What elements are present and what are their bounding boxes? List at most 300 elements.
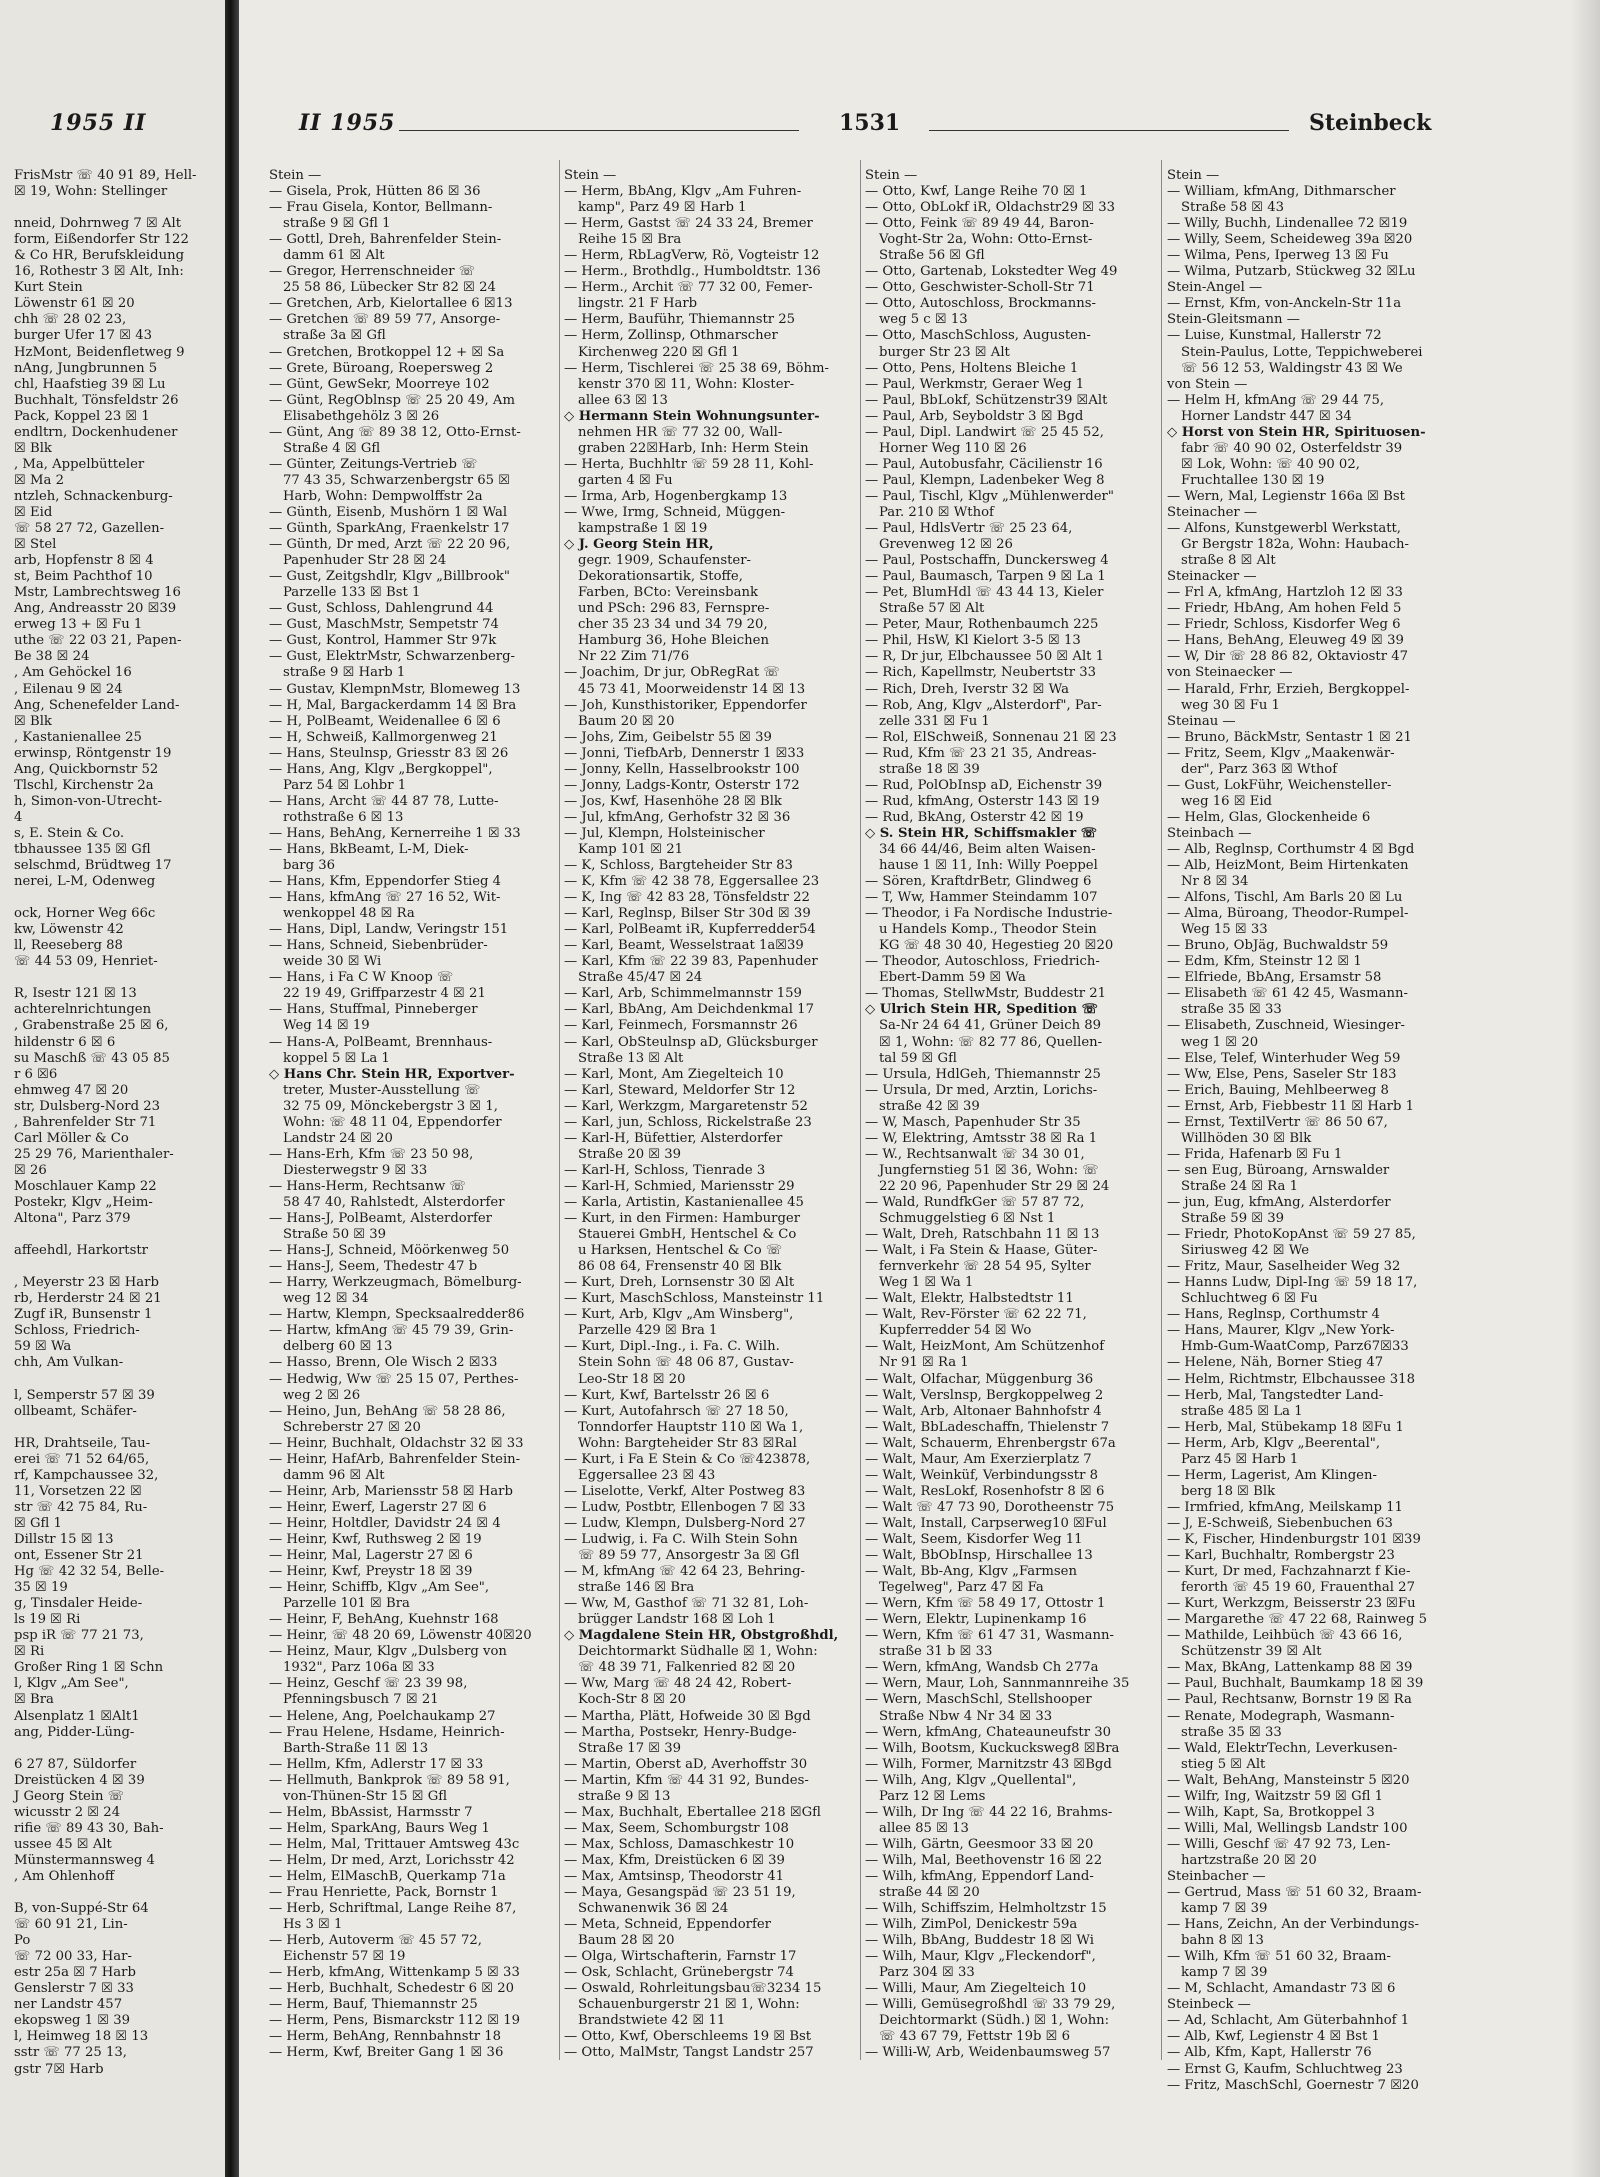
directory-line: — Günt, Ang ☏ 89 38 12, Otto-Ernst-	[269, 424, 521, 440]
directory-line: Löwenstr 61 ☒ 20	[14, 296, 135, 312]
directory-line: straße 9 ☒ Harb 1	[283, 665, 406, 681]
directory-line: Hg ☏ 42 32 54, Belle-	[14, 1564, 165, 1580]
directory-line: 16, Rothestr 3 ☒ Alt, Inh:	[14, 264, 184, 280]
directory-line: st, Beim Pachthof 10	[14, 569, 153, 585]
directory-line: — Herb, Mal, Stübekamp 18 ☒Fu 1	[1167, 1419, 1404, 1435]
directory-line: Reihe 15 ☒ Bra	[578, 232, 682, 248]
directory-line: 11, Vorsetzen 22 ☒	[14, 1483, 142, 1499]
directory-line: — Elisabeth, Zuschneid, Wiesinger-	[1167, 1018, 1405, 1034]
directory-line: — Kurt, MaschSchloss, Mansteinstr 11	[564, 1291, 825, 1307]
directory-line: stieg 5 ☒ Alt	[1181, 1756, 1266, 1772]
directory-line: weg 12 ☒ 34	[283, 1291, 369, 1307]
directory-line: ☏ 44 53 09, Henriet-	[14, 954, 158, 970]
directory-line: straße 9 ☒ Gfl 1	[283, 216, 391, 232]
directory-line: Ang, Quickbornstr 52	[14, 761, 159, 777]
directory-line: — Helm, SparkAng, Baurs Weg 1	[269, 1820, 490, 1836]
directory-line: Siriusweg 42 ☒ We	[1181, 1243, 1310, 1259]
directory-line: tal 59 ☒ Gfl	[879, 1050, 957, 1066]
directory-line: — Rud, PolObInsp aD, Eichenstr 39	[865, 777, 1103, 793]
directory-line: kamp 7 ☒ 39	[1181, 1901, 1268, 1917]
directory-line: — Otto, MalMstr, Tangst Landstr 257	[564, 2045, 814, 2061]
directory-line: ☒ Lok, Wohn: ☏ 40 90 02,	[1181, 456, 1360, 472]
directory-line: — Ernst, Kfm, von-Anckeln-Str 11a	[1167, 296, 1402, 312]
directory-line: selschmd, Brüdtweg 17	[14, 858, 172, 874]
directory-line: , Am Ohlenhoff	[14, 1868, 115, 1884]
directory-line: ntzleh, Schnackenburg-	[14, 488, 173, 504]
directory-line: Straße 4 ☒ Gfl	[283, 440, 381, 456]
directory-line: — Alb, Reglnsp, Corthumstr 4 ☒ Bgd	[1167, 841, 1415, 857]
directory-line	[0, 200, 222, 216]
directory-line: KG ☏ 48 30 40, Hegestieg 20 ☒20	[879, 938, 1114, 954]
directory-line: wenkoppel 48 ☒ Ra	[283, 906, 415, 922]
directory-line: Postekr, Klgv „Heim-	[14, 1195, 153, 1210]
directory-line: — Heino, Jun, BehAng ☏ 58 28 86,	[269, 1403, 506, 1419]
directory-line: — Wilma, Pens, Iperweg 13 ☒ Fu	[1167, 248, 1389, 264]
directory-line: — Paul, HdlsVertr ☏ 25 23 64,	[865, 521, 1073, 537]
directory-line: — Herb, Schriftmal, Lange Reihe 87,	[269, 1901, 517, 1917]
directory-line: Schützenstr 39 ☒ Alt	[1181, 1644, 1322, 1660]
directory-line: Deichtormarkt Südhalle ☒ 1, Wohn:	[578, 1644, 818, 1660]
directory-line: Nr 91 ☒ Ra 1	[879, 1355, 969, 1371]
directory-line: endltrn, Dockenhudener	[14, 424, 178, 440]
directory-line: — Herm, Bauführ, Thiemannstr 25	[564, 312, 796, 328]
directory-line: — H, Mal, Bargackerdamm 14 ☒ Bra	[269, 697, 517, 713]
directory-line: — Hans, Stuffmal, Pinneberger	[269, 1002, 478, 1018]
directory-line: — Willi, Gemüsegroßhdl ☏ 33 79 29,	[865, 1997, 1116, 2013]
directory-line: — Walt, Olfachar, Müggenburg 36	[865, 1371, 1094, 1387]
directory-line: — Oswald, Rohrleitungsbau☏3234 15	[564, 1981, 822, 1997]
directory-line: berg 18 ☒ Blk	[1181, 1483, 1276, 1499]
directory-line: — Max, Schloss, Damaschkestr 10	[564, 1836, 795, 1852]
directory-line: gstr 7☒ Harb	[14, 2061, 104, 2077]
directory-line: hause 1 ☒ 11, Inh: Willy Poeppel	[879, 858, 1098, 874]
directory-line: — Karl, Beamt, Wesselstraat 1a☒39	[564, 938, 804, 954]
directory-line: — Kurt, in den Firmen: Hamburger	[564, 1211, 801, 1227]
directory-line: — Otto, Pens, Holtens Bleiche 1	[865, 360, 1079, 376]
directory-line: Großer Ring 1 ☒ Schn	[14, 1660, 164, 1676]
directory-line	[0, 1741, 222, 1757]
directory-line: — Walt, Arb, Altonaer Bahnhofstr 4	[865, 1403, 1102, 1419]
directory-line: 86 08 64, Frensenstr 40 ☒ Blk	[578, 1259, 782, 1275]
directory-line: h, Simon-von-Utrecht-	[14, 793, 163, 809]
directory-line: — Wilh, Ang, Klgv „Quellental",	[865, 1772, 1077, 1788]
directory-line: — Rol, ElSchweiß, Sonnenau 21 ☒ 23	[865, 729, 1117, 745]
directory-line: — Herm, Tischlerei ☏ 25 38 69, Böhm-	[564, 360, 829, 376]
directory-line: kenstr 370 ☒ 11, Wohn: Kloster-	[578, 376, 795, 392]
directory-line: ☒ 1, Wohn: ☏ 82 77 86, Quellen-	[879, 1034, 1103, 1050]
directory-line: — Rob, Ang, Klgv „Alsterdorf", Par-	[865, 697, 1102, 713]
directory-line: — Thomas, StellwMstr, Buddestr 21	[865, 986, 1107, 1002]
directory-line: Wohn: Bargteheider Str 83 ☒Ral	[578, 1435, 797, 1451]
directory-line: — Karl-H, Schloss, Tienrade 3	[564, 1162, 766, 1178]
directory-line: — Walt, Bb-Ang, Klgv „Farmsen	[865, 1564, 1077, 1580]
directory-line: — Hans-A, PolBeamt, Brennhaus-	[269, 1034, 493, 1050]
directory-line: erweg 13 + ☒ Fu 1	[14, 617, 143, 633]
directory-line: — Paul, Arb, Seyboldstr 3 ☒ Bgd	[865, 408, 1084, 424]
directory-line: — Johs, Zim, Geibelstr 55 ☒ 39	[564, 729, 772, 745]
directory-line: — Joachim, Dr jur, ObRegRat ☏	[564, 665, 780, 681]
directory-line: — Herb, Buchhalt, Schedestr 6 ☒ 20	[269, 1981, 515, 1997]
directory-line: J Georg Stein ☏	[14, 1788, 125, 1804]
directory-line: — Ernst, Arb, Fiebbestr 11 ☒ Harb 1	[1167, 1098, 1415, 1114]
directory-line: — Gretchen, Brotkoppel 12 + ☒ Sa	[269, 344, 505, 360]
directory-line: — Otto, Kwf, Oberschleems 19 ☒ Bst	[564, 2029, 812, 2045]
directory-line: — Max, Seem, Schomburgstr 108	[564, 1820, 789, 1836]
directory-line: 6 27 87, Süldorfer	[14, 1756, 137, 1772]
directory-line: — Alb, HeizMont, Beim Hirtenkaten	[1167, 858, 1409, 874]
directory-line: HR, Drahtseile, Tau-	[14, 1435, 151, 1451]
directory-line: — Alma, Büroang, Theodor-Rumpel-	[1167, 906, 1409, 922]
directory-line: 34 66 44/46, Beim alten Waisen-	[879, 841, 1096, 857]
directory-line: — Wern, Mal, Legienstr 166a ☒ Bst	[1167, 488, 1405, 504]
directory-line: Schreberstr 27 ☒ 20	[283, 1419, 421, 1435]
directory-line: — Jos, Kwf, Hasenhöhe 28 ☒ Blk	[564, 793, 782, 809]
directory-line: — Walt, i Fa Stein & Haase, Güter-	[865, 1243, 1098, 1259]
directory-line: ls 19 ☒ Ri	[14, 1612, 81, 1628]
directory-line: ang, Pidder-Lüng-	[14, 1724, 135, 1740]
directory-line: — Herm, BbAng, Klgv „Am Fuhren-	[564, 184, 802, 200]
directory-line: — Walt, Weinküf, Verbindungsstr 8	[865, 1467, 1098, 1483]
directory-line: — Karl, Arb, Schimmelmannstr 159	[564, 986, 802, 1002]
directory-line: & Co HR, Berufskleidung	[14, 248, 185, 264]
directory-line: straße 31 b ☒ 33	[879, 1644, 993, 1660]
directory-line: l, Klgv „Am See",	[14, 1676, 129, 1692]
directory-line: — Wilma, Putzarb, Stückweg 32 ☒Lu	[1167, 264, 1416, 280]
directory-line: — Helm H, kfmAng ☏ 29 44 75,	[1167, 392, 1385, 408]
directory-line: — Margarethe ☏ 47 22 68, Rainweg 5	[1167, 1612, 1427, 1628]
directory-line: — Ad, Schlacht, Am Güterbahnhof 1	[1167, 2013, 1410, 2029]
directory-line: Papenhuder Str 28 ☒ 24	[283, 553, 447, 569]
directory-line: r 6 ☒6	[14, 1066, 58, 1082]
directory-line: Stein —	[564, 168, 617, 183]
directory-line: — Ww, Marg ☏ 48 24 42, Robert-	[564, 1676, 792, 1692]
directory-line: von Steinaecker —	[1167, 665, 1293, 681]
directory-line: garten 4 ☒ Fu	[578, 472, 673, 488]
directory-line: — Hans-Erh, Kfm ☏ 23 50 98,	[269, 1146, 474, 1162]
directory-line: Straße 24 ☒ Ra 1	[1181, 1178, 1298, 1194]
directory-line: — Hartw, Klempn, Specksaalredder86	[269, 1307, 525, 1323]
directory-line: rothstraße 6 ☒ 13	[283, 809, 404, 825]
directory-line: — Kurt, Werkzgm, Beisserstr 23 ☒Fu	[1167, 1596, 1416, 1612]
directory-line: — Karl, BbAng, Am Deichdenkmal 17	[564, 1002, 814, 1018]
directory-line: — Walt, Verslnsp, Bergkoppelweg 2	[865, 1387, 1104, 1403]
directory-line: — Heinr, F, BehAng, Kuehnstr 168	[269, 1612, 499, 1628]
directory-line: — Walt, Rev-Förster ☏ 62 22 71,	[865, 1307, 1087, 1323]
directory-line: delberg 60 ☒ 13	[283, 1339, 393, 1355]
directory-line: — Kurt, Dipl.-Ing., i. Fa. C. Wilh.	[564, 1339, 780, 1355]
directory-line: — J, E-Schweiß, Siebenbuchen 63	[1167, 1515, 1393, 1531]
directory-line: zelle 331 ☒ Fu 1	[879, 713, 990, 729]
directory-line: — Rud, Kfm ☏ 23 21 35, Andreas-	[865, 745, 1097, 761]
directory-line: — Herm, RbLagVerw, Rö, Vogteistr 12	[564, 248, 820, 264]
directory-line: Parzelle 101 ☒ Bra	[283, 1596, 410, 1612]
directory-line: — Walt, BehAng, Mansteinstr 5 ☒20	[1167, 1772, 1410, 1788]
directory-line: l, Semperstr 57 ☒ 39	[14, 1387, 155, 1403]
directory-line: — Herm, Lagerist, Am Klingen-	[1167, 1467, 1377, 1483]
directory-line: fabr ☏ 40 90 02, Osterfeldstr 39	[1181, 440, 1403, 456]
directory-line: — Alfons, Tischl, Am Barls 20 ☒ Lu	[1167, 890, 1403, 906]
directory-line: Barth-Straße 11 ☒ 13	[283, 1740, 429, 1756]
directory-line: — R, Dr jur, Elbchaussee 50 ☒ Alt 1	[865, 649, 1105, 665]
directory-line: — Wern, Maur, Loh, Sannmannreihe 35	[865, 1676, 1130, 1692]
directory-line: — Friedr, Schloss, Kisdorfer Weg 6	[1167, 617, 1401, 633]
directory-line: Buchhalt, Tönsfeldstr 26	[14, 392, 179, 408]
directory-line: — W, Masch, Papenhuder Str 35	[865, 1114, 1081, 1130]
directory-line: 22 20 96, Papenhuder Str 29 ☒ 24	[879, 1178, 1110, 1194]
directory-line: bahn 8 ☒ 13	[1181, 1933, 1264, 1949]
directory-line: koppel 5 ☒ La 1	[283, 1050, 390, 1066]
directory-line: ☏ 56 12 53, Waldingstr 43 ☒ We	[1181, 360, 1403, 376]
directory-line: — Rud, kfmAng, Osterstr 143 ☒ 19	[865, 793, 1100, 809]
directory-line: straße 9 ☒ 13	[578, 1788, 671, 1804]
directory-line: — Herm., Brothdlg., Humboldtstr. 136	[564, 264, 821, 280]
directory-line: Hamburg 36, Hohe Bleichen	[578, 633, 769, 649]
directory-line: — Günth, Eisenb, Mushörn 1 ☒ Wal	[269, 504, 508, 520]
directory-line: — Helm, Richtmstr, Elbchaussee 318	[1167, 1371, 1415, 1387]
directory-line: Kurt Stein	[14, 280, 83, 296]
directory-line: Steinbacher —	[1167, 1868, 1266, 1884]
directory-line: — Karl, PolBeamt iR, Kupferredder54	[564, 922, 816, 938]
directory-line: ☒ Gfl 1	[14, 1515, 62, 1531]
directory-line: Parz 45 ☒ Harb 1	[1181, 1451, 1299, 1467]
directory-line: Elisabethgehölz 3 ☒ 26	[283, 408, 440, 424]
directory-line: Pack, Koppel 23 ☒ 1	[14, 408, 150, 424]
directory-line: Straße 13 ☒ Alt	[578, 1050, 684, 1066]
directory-line: Nr 8 ☒ 34	[1181, 874, 1249, 890]
directory-line: — Gretchen ☏ 89 59 77, Ansorge-	[269, 312, 501, 328]
directory-line: — Otto, MaschSchloss, Augusten-	[865, 328, 1091, 344]
directory-line: straße 35 ☒ 33	[1181, 1002, 1282, 1018]
directory-line: , Am Gehöckel 16	[14, 665, 132, 681]
directory-line: — Wilh, Maur, Klgv „Fleckendorf",	[865, 1949, 1096, 1965]
directory-line: — Fritz, MaschSchl, Goernestr 7 ☒20	[1167, 2077, 1419, 2093]
directory-line: — Ludw, Postbtr, Ellenbogen 7 ☒ 33	[564, 1499, 806, 1515]
directory-line: — William, kfmAng, Dithmarscher	[1167, 184, 1396, 200]
directory-line: — Otto, Feink ☏ 89 49 44, Baron-	[865, 216, 1094, 232]
directory-line: — Paul, Buchhalt, Baumkamp 18 ☒ 39	[1167, 1676, 1424, 1692]
directory-line: — Heinr, Arb, Mariensstr 58 ☒ Harb	[269, 1483, 513, 1499]
directory-line: — Wern, MaschSchl, Stellshooper	[865, 1692, 1092, 1708]
directory-line: — Hans, Zeichn, An der Verbindungs-	[1167, 1917, 1419, 1933]
directory-line: — Luise, Kunstmal, Hallerstr 72	[1167, 328, 1382, 344]
directory-line: — Otto, ObLokf iR, Oldachstr29 ☒ 33	[865, 200, 1116, 216]
directory-line: Straße Nbw 4 Nr 34 ☒ 33	[879, 1708, 1053, 1724]
directory-line: straße 3a ☒ Gfl	[283, 328, 386, 344]
directory-line: von Stein —	[1167, 376, 1248, 392]
directory-line: — Theodor, Autoschloss, Friedrich-	[865, 954, 1100, 970]
directory-line: ehmweg 47 ☒ 20	[14, 1082, 129, 1098]
directory-line: — Hellmuth, Bankprok ☏ 89 58 91,	[269, 1772, 510, 1788]
directory-line: — Heinr, Ewerf, Lagerstr 27 ☒ 6	[269, 1499, 487, 1515]
directory-line: — K, Ing ☏ 42 83 28, Tönsfeldstr 22	[564, 890, 810, 906]
directory-line: , Grabenstraße 25 ☒ 6,	[14, 1018, 169, 1034]
directory-line: — Herm, Bauf, Thiemannstr 25	[269, 1997, 478, 2013]
directory-line: — Paul, BbLokf, Schützenstr39 ☒Alt	[865, 392, 1108, 408]
header-rule-left	[399, 130, 799, 131]
directory-line: u Harksen, Hentschel & Co ☏	[578, 1243, 783, 1259]
directory-line: — Jul, kfmAng, Gerhofstr 32 ☒ 36	[564, 809, 791, 825]
directory-line: Stauerei GmbH, Hentschel & Co	[578, 1227, 797, 1243]
directory-line: — Paul, Dipl. Landwirt ☏ 25 45 52,	[865, 424, 1104, 440]
directory-line: erwinsp, Röntgenstr 19	[14, 745, 172, 761]
directory-line: Ang, Andreasstr 20 ☒39	[14, 601, 177, 617]
directory-line: — Ludwig, i. Fa C. Wilh Stein Sohn	[564, 1531, 798, 1547]
directory-line: — Meta, Schneid, Eppendorfer	[564, 1917, 771, 1933]
directory-line: — Hans-J, Schneid, Möörkenweg 50	[269, 1243, 510, 1259]
directory-line: ☒ Blk	[14, 440, 52, 456]
directory-line: chl, Haafstieg 39 ☒ Lu	[14, 376, 166, 392]
directory-line: — Kurt, Kwf, Bartelsstr 26 ☒ 6	[564, 1387, 770, 1403]
directory-line: — Gisela, Prok, Hütten 86 ☒ 36	[269, 184, 481, 200]
directory-line: — Wern, Kfm ☏ 61 47 31, Wasmann-	[865, 1628, 1114, 1644]
page-number: 1531	[839, 110, 901, 136]
directory-line: — K, Schloss, Bargteheider Str 83	[564, 858, 793, 874]
directory-line: Weg 14 ☒ 19	[283, 1018, 370, 1034]
directory-line: — Wilh, Former, Marnitzstr 43 ☒Bgd	[865, 1756, 1112, 1772]
directory-line: chh, Am Vulkan-	[14, 1355, 124, 1371]
directory-line: — Heinz, Maur, Klgv „Dulsberg von	[269, 1644, 507, 1660]
directory-line: — Willi, Maur, Am Ziegelteich 10	[865, 1981, 1087, 1997]
directory-line: Stein —	[269, 168, 322, 183]
directory-line: ☒ Blk	[14, 713, 52, 729]
directory-line: — Walt ☏ 47 73 90, Dorotheenstr 75	[865, 1499, 1115, 1515]
directory-line: — Hans, Ang, Klgv „Bergkoppel",	[269, 761, 493, 777]
directory-line: Weg 15 ☒ 33	[1181, 922, 1268, 938]
directory-line: — Elisabeth ☏ 61 42 45, Wasmann-	[1167, 986, 1408, 1002]
directory-line: estr 25a ☒ 7 Harb	[14, 1965, 136, 1981]
running-header-edition: II 1955	[299, 110, 396, 136]
directory-line: uthe ☏ 22 03 21, Papen-	[14, 633, 182, 649]
directory-line: — Helene, Näh, Borner Stieg 47	[1167, 1355, 1384, 1371]
column-divider	[860, 160, 861, 2060]
directory-line: — Gust, MaschMstr, Sempetstr 74	[269, 617, 499, 633]
directory-line: — M, Schlacht, Amandastr 73 ☒ 6	[1167, 1981, 1396, 1997]
directory-line: — Wilh, Bootsm, Kuckucksweg8 ☒Bra	[865, 1740, 1120, 1756]
directory-line: — Hans, Reglnsp, Corthumstr 4	[1167, 1307, 1380, 1323]
directory-line: barg 36	[283, 858, 336, 874]
directory-line: — Wilh, BbAng, Buddestr 18 ☒ Wi	[865, 1933, 1094, 1949]
directory-line	[0, 1259, 222, 1275]
directory-line: — Gretchen, Arb, Kielortallee 6 ☒13	[269, 296, 513, 312]
directory-line: — Frau Henriette, Pack, Bornstr 1	[269, 1885, 499, 1901]
directory-line: — Hans, Steulnsp, Griesstr 83 ☒ 26	[269, 745, 509, 761]
directory-line: — Wilh, Gärtn, Geesmoor 33 ☒ 20	[865, 1836, 1094, 1852]
directory-line: Diesterwegstr 9 ☒ 33	[283, 1162, 428, 1178]
directory-line: , Meyerstr 23 ☒ Harb	[14, 1275, 159, 1291]
directory-line: — Willi-W, Arb, Weidenbaumsweg 57	[865, 2045, 1111, 2061]
directory-line: — Jonni, TiefbArb, Dennerstr 1 ☒33	[564, 745, 805, 761]
directory-line: straße 146 ☒ Bra	[578, 1580, 695, 1596]
directory-line: — Hans, BehAng, Kernerreihe 1 ☒ 33	[269, 825, 521, 841]
directory-line: — Wald, ElektrTechn, Leverkusen-	[1167, 1740, 1398, 1756]
directory-line: Po	[14, 1933, 31, 1949]
directory-line: ollbeamt, Schäfer-	[14, 1403, 137, 1419]
directory-line: — K, Kfm ☏ 42 38 78, Eggersallee 23	[564, 874, 820, 890]
directory-line: — Wilfr, Ing, Waitzstr 59 ☒ Gfl 1	[1167, 1788, 1383, 1804]
directory-line: — Edm, Kfm, Steinstr 12 ☒ 1	[1167, 954, 1362, 970]
directory-line: Schwanenwik 36 ☒ 24	[578, 1901, 729, 1917]
directory-line: arb, Hopfenstr 8 ☒ 4	[14, 553, 154, 569]
directory-line: Wohn: ☏ 48 11 04, Eppendorfer	[283, 1114, 502, 1130]
directory-line: ◇ S. Stein HR, Schiffsmakler ☏	[865, 825, 1098, 841]
directory-line: — Walt, Install, Carpserweg10 ☒Ful	[865, 1515, 1107, 1531]
directory-line: — Frl A, kfmAng, Hartzloh 12 ☒ 33	[1167, 585, 1403, 601]
directory-line: — Walt, Elektr, Halbstedtstr 11	[865, 1291, 1074, 1307]
directory-line: — Heinr, Kwf, Ruthsweg 2 ☒ 19	[269, 1531, 482, 1547]
directory-line: treter, Muster-Ausstellung ☏	[283, 1082, 481, 1098]
directory-line: 45 73 41, Moorweidenstr 14 ☒ 13	[578, 681, 806, 697]
directory-line: — Ernst G, Kaufm, Schluchtweg 23	[1167, 2061, 1403, 2077]
directory-line: — Paul, Autobusfahr, Cäcilienstr 16	[865, 456, 1103, 472]
directory-line: Nr 22 Zim 71/76	[578, 649, 690, 665]
directory-line: — W, Dir ☏ 28 86 82, Oktaviostr 47	[1167, 649, 1409, 665]
directory-line: — Fritz, Seem, Klgv „Maakenwär-	[1167, 745, 1395, 761]
directory-line: Ebert-Damm 59 ☒ Wa	[879, 970, 1026, 986]
directory-line: Willhöden 30 ☒ Blk	[1181, 1130, 1312, 1146]
directory-line: Hs 3 ☒ 1	[283, 1917, 343, 1933]
directory-line: Sa-Nr 24 64 41, Grüner Deich 89	[879, 1018, 1102, 1034]
directory-line: — Heinr, Kwf, Preystr 18 ☒ 39	[269, 1564, 473, 1580]
directory-line: nerei, L-M, Odenweg	[14, 874, 156, 890]
directory-line: HzMont, Beidenfletweg 9	[14, 344, 185, 360]
directory-line: Kamp 101 ☒ 21	[578, 841, 684, 857]
directory-line: Straße 45/47 ☒ 24	[578, 970, 703, 986]
directory-line: Voght-Str 2a, Wohn: Otto-Ernst-	[879, 232, 1093, 248]
directory-line: — Bruno, ObJäg, Buchwaldstr 59	[1167, 938, 1389, 954]
directory-line: — Karl, Feinmech, Forsmannstr 26	[564, 1018, 798, 1034]
directory-line: affeehdl, Harkortstr	[14, 1243, 148, 1259]
directory-line: — Herm, Gastst ☏ 24 33 24, Bremer	[564, 216, 813, 232]
directory-line: — Willi, Mal, Wellingsb Landstr 100	[1167, 1820, 1408, 1836]
directory-line: Tlschl, Kirchenstr 2a	[14, 777, 154, 793]
directory-line: Fruchtallee 130 ☒ 19	[1181, 472, 1325, 488]
directory-line: Parzelle 133 ☒ Bst 1	[283, 585, 421, 601]
directory-line: Be 38 ☒ 24	[14, 649, 90, 665]
directory-line: straße 35 ☒ 33	[1181, 1724, 1282, 1740]
directory-line: Gr Bergstr 182a, Wohn: Haubach-	[1181, 537, 1409, 553]
directory-line: — Gust, LokFühr, Weichensteller-	[1167, 777, 1392, 793]
directory-line: — Wilh, Kapt, Sa, Brotkoppel 3	[1167, 1804, 1375, 1820]
directory-line: — Helm, BbAssist, Harmsstr 7	[269, 1804, 473, 1820]
directory-line: der", Parz 363 ☒ Wthof	[1181, 761, 1338, 777]
previous-page-column	[0, 168, 222, 2078]
directory-line: — Walt, BbLadeschaffn, Thielenstr 7	[865, 1419, 1110, 1435]
directory-line: Dreistücken 4 ☒ 39	[14, 1772, 145, 1788]
directory-line: ☏ 89 59 77, Ansorgestr 3a ☒ Gfl	[578, 1548, 800, 1564]
directory-line: Stein —	[1167, 168, 1220, 183]
directory-line: ☏ 43 67 79, Fettstr 19b ☒ 6	[879, 2029, 1071, 2045]
directory-line: — Hans, Dipl, Landw, Veringstr 151	[269, 922, 509, 938]
directory-line: ll, Reeseberg 88	[14, 938, 123, 954]
directory-line: — Paul, Baumasch, Tarpen 9 ☒ La 1	[865, 569, 1106, 585]
directory-line: kamp 7 ☒ 39	[1181, 1965, 1268, 1981]
directory-line: Kirchenweg 220 ☒ Gfl 1	[578, 344, 740, 360]
directory-line: — Heinr, Holtdler, Davidstr 24 ☒ 4	[269, 1515, 501, 1531]
directory-line: — Jonny, Ladgs-Kontr, Osterstr 172	[564, 777, 800, 793]
directory-line: — Karl, Kfm ☏ 22 39 83, Papenhuder	[564, 954, 818, 970]
directory-line: — Jul, Klempn, Holsteinischer	[564, 825, 765, 841]
directory-line: Eichenstr 57 ☒ 19	[283, 1949, 406, 1965]
directory-line: psp iR ☏ 77 21 73,	[14, 1628, 144, 1644]
directory-line: ferorth ☏ 45 19 60, Frauenthal 27	[1181, 1580, 1415, 1596]
directory-line: — Ursula, Dr med, Arztin, Lorichs-	[865, 1082, 1098, 1098]
directory-line: — W, Elektring, Amtsstr 38 ☒ Ra 1	[865, 1130, 1098, 1146]
directory-line: — Ww, Else, Pens, Saseler Str 183	[1167, 1066, 1397, 1082]
directory-line: Farben, BCto: Vereinsbank	[578, 585, 758, 601]
directory-line: — Helene, Ang, Poelchaukamp 27	[269, 1708, 496, 1724]
directory-line: tbhaussee 135 ☒ Gfl	[14, 841, 151, 857]
directory-line: Weg 1 ☒ Wa 1	[879, 1275, 974, 1291]
